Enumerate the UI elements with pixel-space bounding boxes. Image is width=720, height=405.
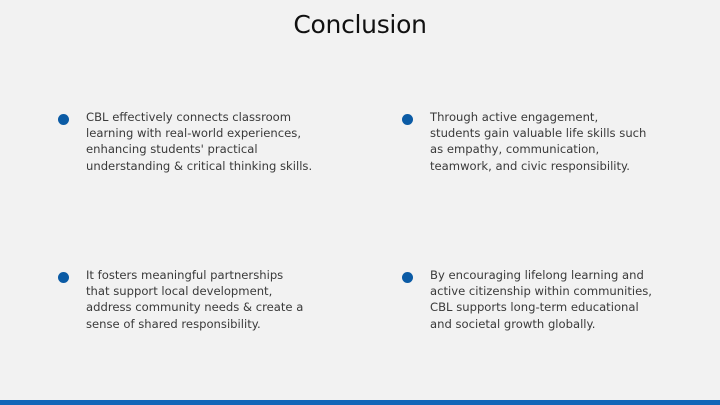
point-text: CBL effectively connects classroom learning with real-world experiences, enhancing students' practical understanding & critical thinking skills.: [86, 110, 313, 173]
conclusion-point-4: [430, 267, 670, 332]
point-text: By encouraging lifelong learning and active citizenship within communities, CBL supports long-term educational and societal growth globally.: [430, 268, 652, 331]
bottom-accent-bar: [0, 400, 720, 405]
point-text: It fosters meaningful partnerships that support local development, address community needs & create a sense of shared responsibility.: [86, 268, 304, 331]
conclusion-point-2: [430, 109, 670, 174]
bullet-dot-icon: [402, 114, 413, 125]
bullet-dot-icon: [58, 114, 69, 125]
point-text: Through active engagement, students gain valuable life skills such as empathy, communication, teamwork, and civic responsibility.: [430, 110, 647, 173]
conclusion-point-1: [86, 109, 326, 174]
conclusion-point-3: [86, 267, 326, 332]
slide-title: Conclusion: [293, 10, 427, 39]
bullet-dot-icon: [402, 272, 413, 283]
bullet-dot-icon: [58, 272, 69, 283]
